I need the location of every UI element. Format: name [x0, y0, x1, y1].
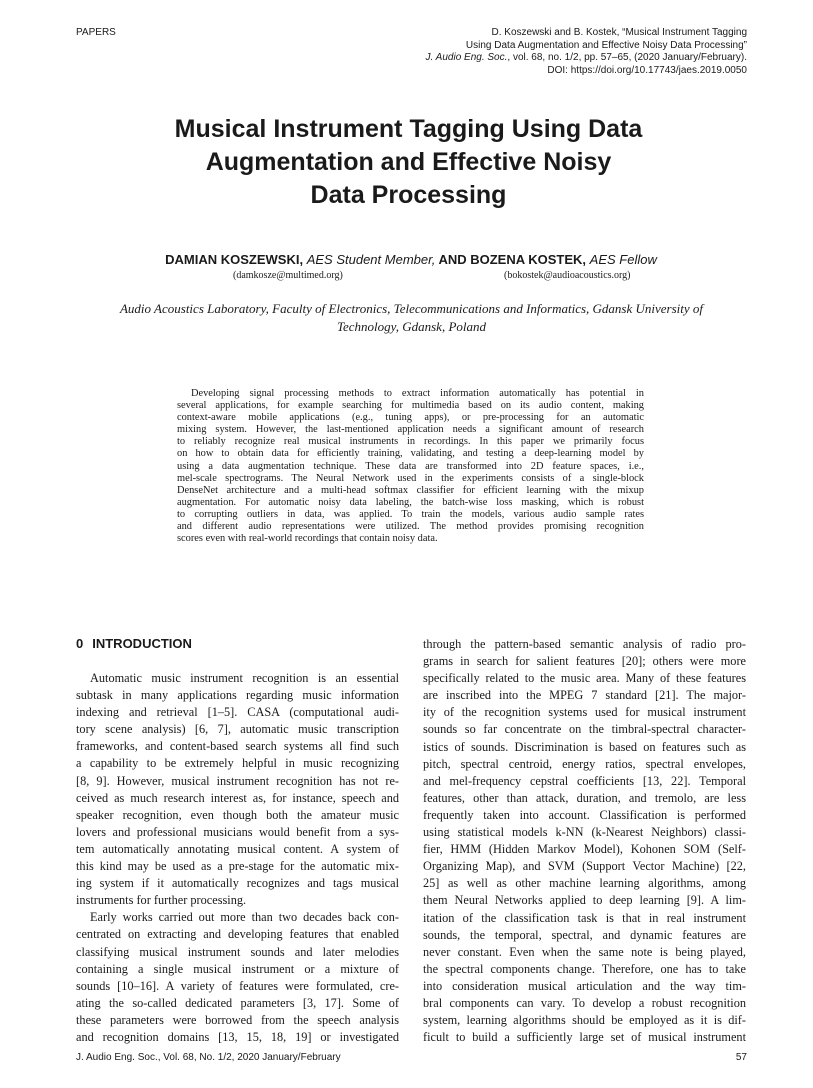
- abstract-line: using a data augmentation technique. These data are transformed into 2D feature spaces, i.e.,: [177, 460, 644, 472]
- title-line: Augmentation and Effective Noisy: [205, 148, 612, 176]
- abstract-line: mixing system. However, the last-mentioned application needs a significant amount of research: [177, 424, 644, 436]
- body-line: and recognition domains [13, 15, 18, 19] or investigated: [76, 1029, 399, 1044]
- author-role-2: AES Fellow: [589, 252, 657, 267]
- body-line: them Neural Networks applied to deep learning [9]. A lim-: [423, 893, 746, 908]
- body-line: pitch, spectral centroid, energy ratios, spectral envelopes,: [423, 756, 746, 771]
- journal-name: J. Audio Eng. Soc.: [425, 52, 508, 63]
- body-line: grams in search for salient features [20]; others were more: [423, 654, 746, 669]
- author-role-1: AES Student Member,: [306, 252, 436, 267]
- body-line: sounds so far concentrate on the timbral-spectral character-: [423, 722, 746, 737]
- body-line: and mel-frequency cepstral coefficients [13, 22]. Temporal: [423, 773, 746, 788]
- body-line: ating the so-called dedicated parameters [3, 17]. Some of: [76, 995, 399, 1010]
- body-line: frequently taken into account. Classification is performed: [423, 807, 746, 822]
- body-line: itation of the classification task is that in real instrument: [423, 910, 746, 925]
- section-title: INTRODUCTION: [92, 636, 192, 651]
- body-line: instruments for further processing.: [76, 893, 247, 908]
- body-column-left: [76, 670, 399, 1046]
- abstract-line: and different audio representations were utilized. The method provides promising recognition: [177, 521, 644, 533]
- body-line: ficult to build a sufficiently large set of musical instrument: [423, 1030, 746, 1045]
- author-name-2: AND BOZENA KOSTEK,: [438, 252, 587, 267]
- title-line: Data Processing: [310, 181, 507, 209]
- body-line: fier, HMM (Hidden Markov Model), Kohonen SOM (Self-: [423, 842, 746, 857]
- body-line: indexing and retrieval [1–5]. CASA (computational audi-: [76, 705, 399, 720]
- citation-line-1: D. Koszewski and B. Kostek, “Musical Instrument Tagging: [491, 27, 747, 38]
- body-line: sounds, the temporal, spectral, and dynamic features are: [423, 927, 746, 942]
- abstract-line: several applications, for example searching for multimedia based on its audio content, making: [177, 400, 644, 412]
- body-line: features, other than attack, duration, and tremolo, are less: [423, 790, 746, 805]
- abstract-line: on how to obtain data for efficiently training, validating, and testing a deep-learning model by: [177, 448, 644, 460]
- author-email-1[interactable]: (damkosze@multimed.org): [233, 270, 343, 281]
- body-line: subtask in many applications regarding music information: [76, 688, 399, 703]
- body-line: tem automatically annotating musical content. A system of: [76, 841, 399, 856]
- citation-line-3: [327, 52, 747, 65]
- abstract-line: DenseNet architecture and a multi-head softmax classifier for efficient learning with the mixup: [177, 484, 644, 496]
- paper-title: [110, 113, 707, 212]
- body-line: 25] as well as other machine learning algorithms, among: [423, 876, 746, 891]
- section-number: 0: [76, 636, 84, 651]
- affiliation-line: Technology, Gdansk, Poland: [336, 319, 486, 334]
- abstract-line: Developing signal processing methods to extract information automatically has potential in: [191, 388, 644, 399]
- citation-line-2: Using Data Augmentation and Effective Noisy Data Processing”: [465, 39, 747, 51]
- abstract-line: mel-scale spectrograms. The Neural Network used in the experiments consists of a single-block: [177, 472, 644, 484]
- body-line: specifically related to the music area. Many of these features: [423, 671, 746, 686]
- footer-journal: J. Audio Eng. Soc., Vol. 68, No. 1/2, 2020 January/February: [76, 1052, 341, 1063]
- abstract-line: context-aware mobile applications (e.g., tuning apps), or pre-processing for an automatic: [177, 412, 644, 424]
- body-line: through the pattern-based semantic analysis of radio pro-: [423, 637, 746, 651]
- body-line: are inscribed into the MPEG 7 standard [21]. The major-: [423, 688, 746, 703]
- author-email-2[interactable]: (bokostek@audioacoustics.org): [504, 270, 631, 281]
- author-name-1: DAMIAN KOSZEWSKI,: [165, 252, 304, 267]
- body-line: frameworks, and content-based search systems all find such: [76, 739, 399, 754]
- citation-volume: , vol. 68, no. 1/2, pp. 57–65, (2020 January/February).: [507, 52, 747, 63]
- affiliation-line: Audio Acoustics Laboratory, Faculty of Electronics, Telecommunications and Informatics, Gdansk University of: [119, 301, 703, 316]
- body-line: bral components can vary. To develop a robust recognition: [423, 995, 746, 1010]
- body-line: Automatic music instrument recognition is an essential: [90, 671, 399, 685]
- affiliation: [90, 300, 733, 336]
- body-line: these parameters were borrowed from the speech analysis: [76, 1012, 399, 1027]
- body-line: never constant. Even when the same note is being played,: [423, 944, 746, 959]
- abstract-line: to reliably recognize real musical instruments in recordings. In this paper we primarily focus: [177, 436, 644, 448]
- body-line: Early works carried out more than two decades back con-: [90, 910, 399, 925]
- body-line: ing system if it automatically recognizes and tags musical: [76, 876, 399, 891]
- body-column-right: [423, 636, 746, 1046]
- body-line: system, learning algorithms should be employed as it is dif-: [423, 1013, 746, 1028]
- body-line: Organizing Map), and SVM (Support Vector Machine) [22,: [423, 859, 746, 874]
- doi-link[interactable]: DOI: https://doi.org/10.17743/jaes.2019.0050: [547, 64, 747, 76]
- body-line: lovers and professional musicians would benefit from a sys-: [76, 824, 399, 839]
- body-line: this kind may be used as a pre-stage for the automatic mix-: [76, 859, 399, 874]
- running-head-section: PAPERS: [76, 27, 116, 38]
- body-line: speaker recognition, even though both the amateur music: [76, 807, 399, 822]
- running-head-citation: [327, 27, 747, 77]
- page-number: 57: [735, 1052, 747, 1063]
- abstract-line: to corrupting outliers in data, was applied. To train the models, various audio sample rates: [177, 508, 644, 520]
- body-line: [8, 9]. However, musical instrument recognition has not re-: [76, 773, 399, 788]
- author-line: [76, 252, 746, 267]
- body-line: ity of the recognition systems used for musical instrument: [423, 705, 746, 720]
- section-heading-introduction: [76, 636, 192, 651]
- body-line: tory scene analysis) [6, 7], automatic music transcription: [76, 722, 399, 737]
- abstract: [177, 388, 644, 545]
- body-line: centrated on extracting and developing features that enabled: [76, 927, 399, 942]
- abstract-line: scores even with real-world recordings that contain noisy data.: [177, 533, 438, 545]
- body-line: sounds [10–16]. A variety of features were formulated, cre-: [76, 978, 399, 993]
- body-line: using statistical models k-NN (k-Nearest Neighbors) classi-: [423, 825, 746, 840]
- body-line: classifying musical instrument sounds and later melodies: [76, 944, 399, 959]
- body-line: the spectral components change. Therefore, one has to take: [423, 961, 746, 976]
- body-line: a capability to be extremely helpful in music recognizing: [76, 756, 399, 771]
- body-line: istics of sounds. Discrimination is based on features such as: [423, 739, 746, 754]
- body-line: into consideration musical articulation and the way tim-: [423, 978, 746, 993]
- body-line: ceived as much research interest as, for instance, speech and: [76, 790, 399, 805]
- title-line: Musical Instrument Tagging Using Data: [174, 115, 643, 143]
- abstract-line: augmentation. For automatic noisy data labeling, the batch-wise loss masking, which is robust: [177, 496, 644, 508]
- body-line: containing a single musical instrument or a mixture of: [76, 961, 399, 976]
